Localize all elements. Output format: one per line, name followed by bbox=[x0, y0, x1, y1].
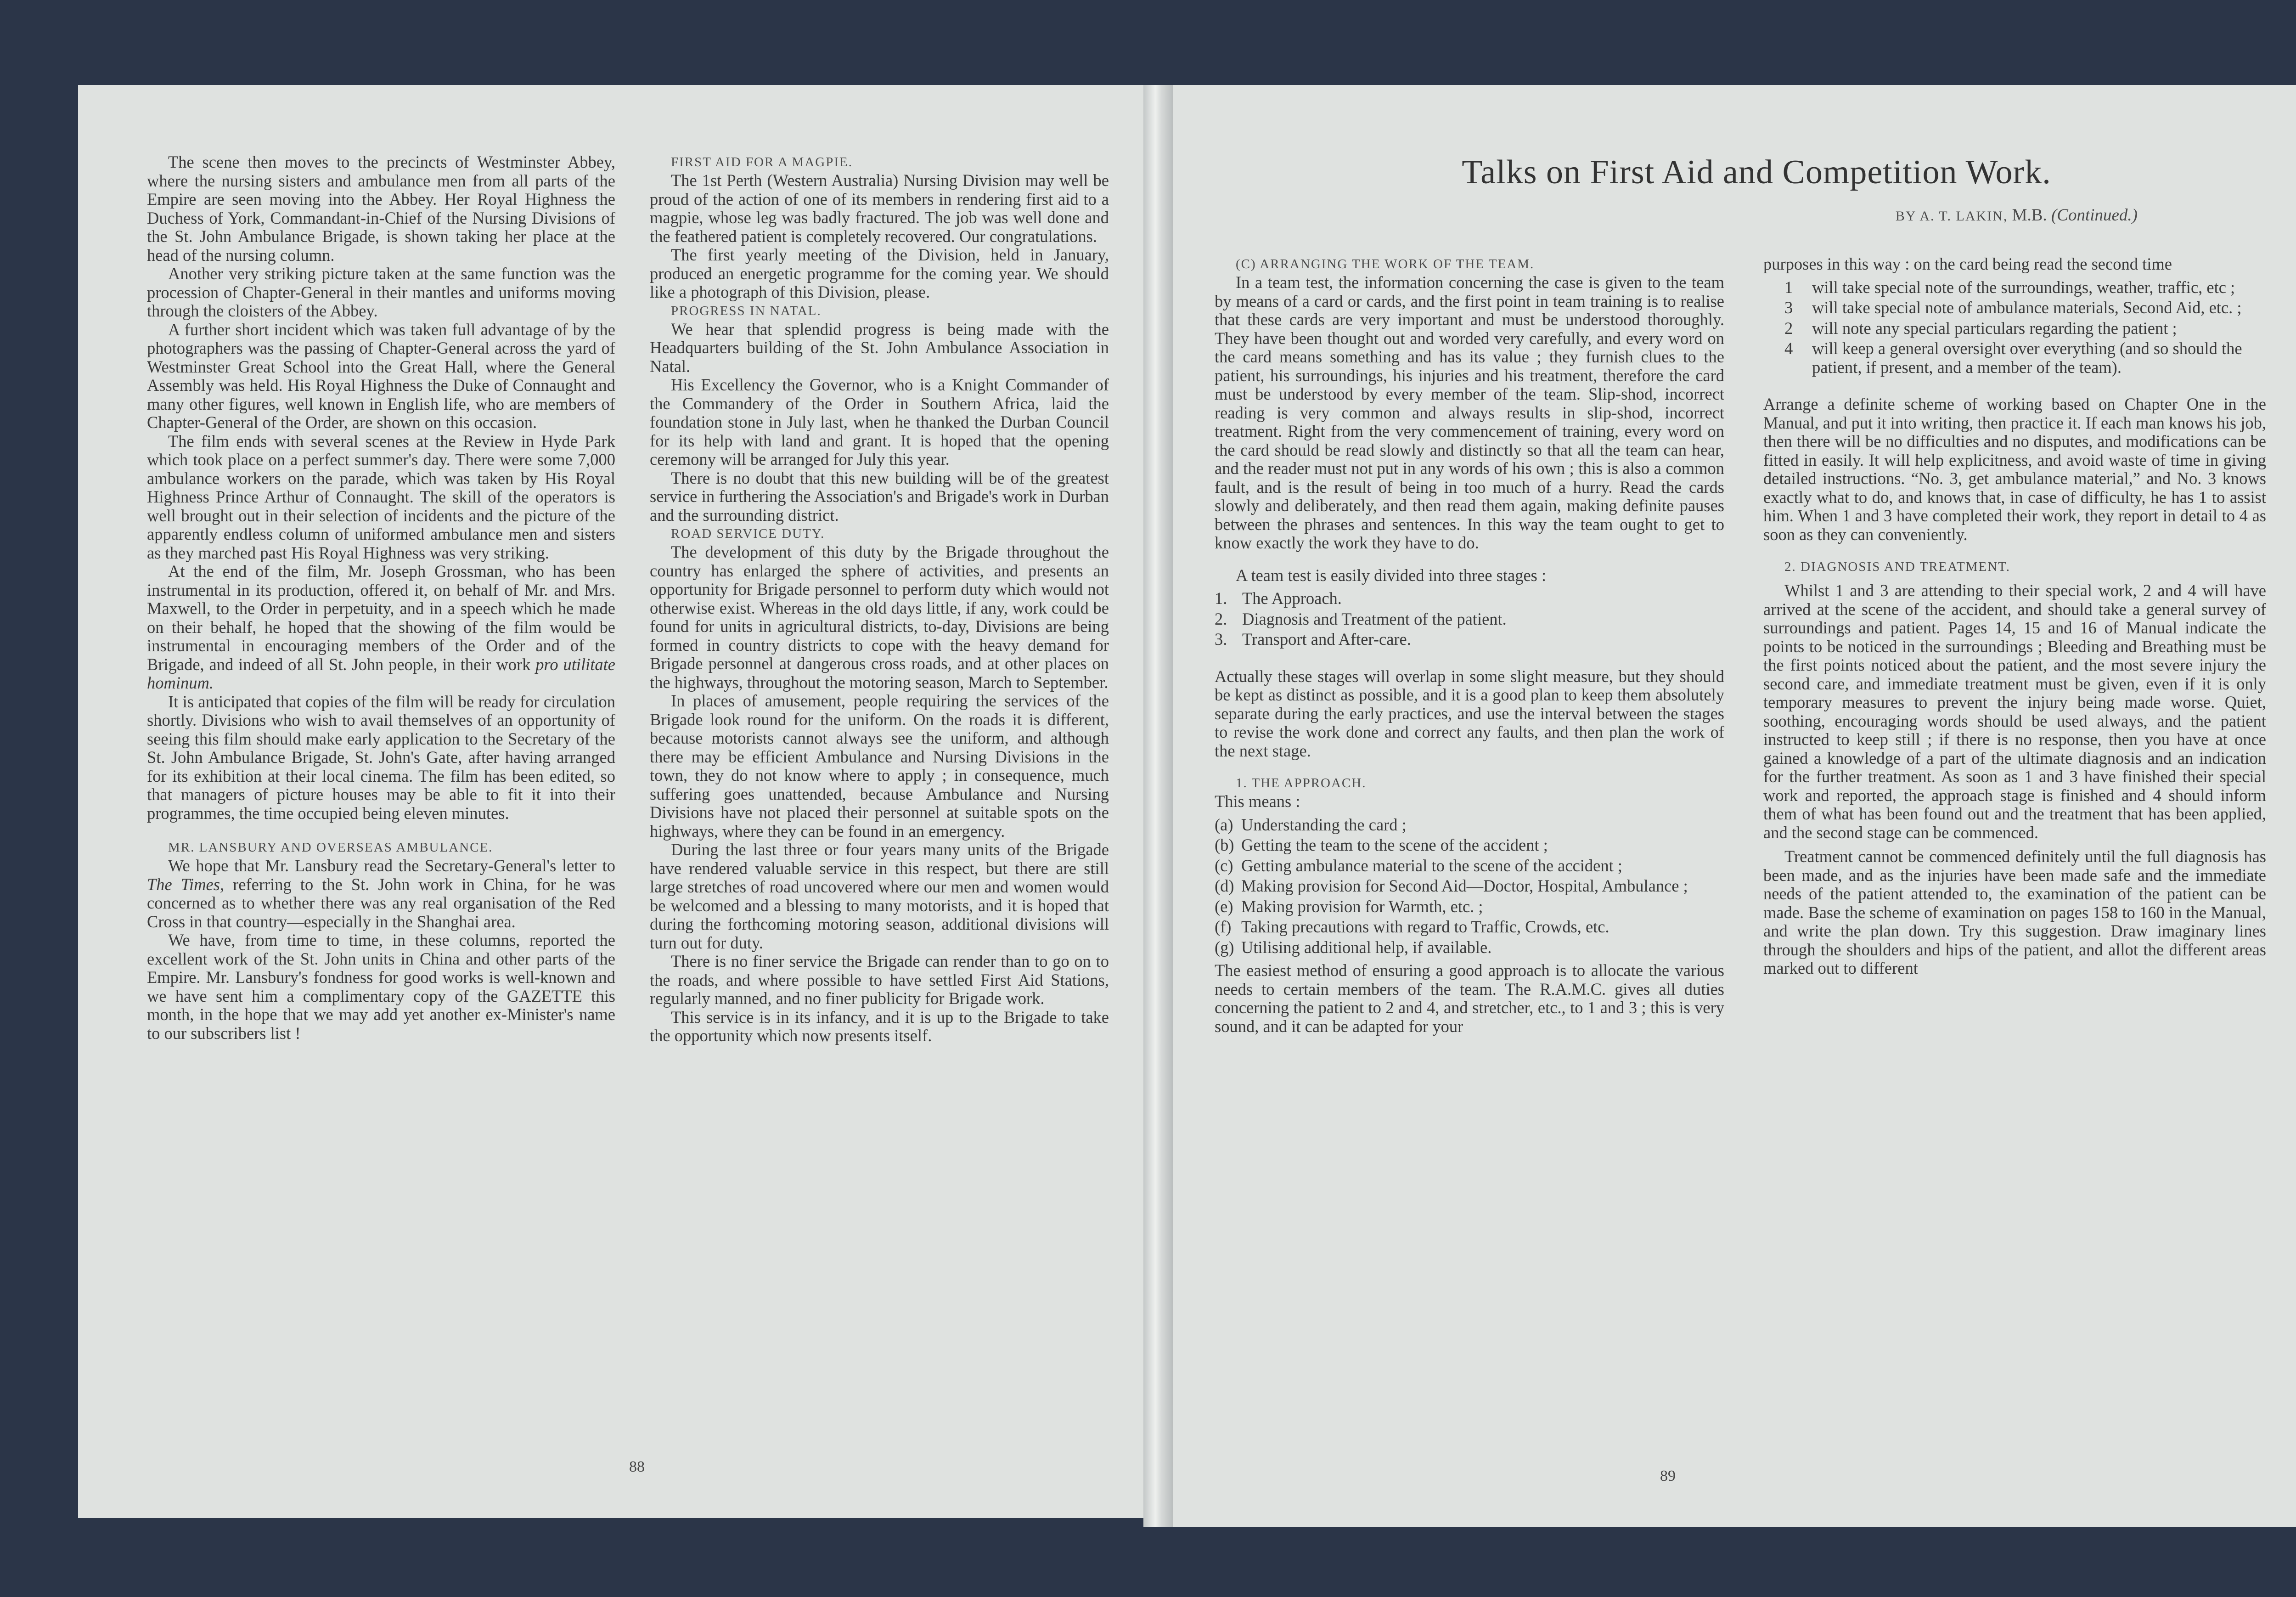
paragraph: The easiest method of ensuring a good approach is to allocate the various needs to certain members of the team. The R.A.M.C. gives all duties concerning the patient to 2 and 4, and stretcher, etc., to 1 and 3 ; this is very sound, and it can be adapted for your bbox=[1215, 961, 1724, 1036]
paragraph: Whilst 1 and 3 are attending to their special work, 2 and 4 will have arrived at the scene of the accident, and should take a general survey of surroundings and patient. Pages 14, 15 and 16 of Manual indicate the points to be noticed in the surroundings ; Bleeding and Breathing must be the first points noticed about the patient, and the most severe injury the second care, and immediate treatment must be given, even if it is only temporary measures to prevent the injury being made worse. Quiet, soothing, encouraging words should be used always, and the patient instructed to keep still ; if there is no response, then you have at once gained a knowledge of a part of the ultimate diagnosis and an indication for the further treatment. As soon as 1 and 3 have finished their special work and reported, the approach stage is finished and 4 should inform them of what has been found out and the treatment that has been applied, and the second stage can be commenced. bbox=[1763, 581, 2266, 842]
list-item bbox=[1215, 630, 1724, 649]
paragraph: purposes in this way : on the card being read the second time bbox=[1763, 254, 2172, 273]
paragraph: It is anticipated that copies of the film will be ready for circulation shortly. Divisions who wish to avail themselves of an opportunity of seeing this film should make early application to the Secretary of the St. John Ambulance Brigade, St. John's Gate, after having arranged for its exhibition at their local cinema. The film has been edited, so that managers of picture houses may be able to fit it into their programmes, the time occupied being eleven minutes. bbox=[147, 692, 615, 823]
paragraph bbox=[147, 857, 615, 931]
list-item bbox=[1215, 857, 1724, 875]
paragraph: Another very striking picture taken at the same function was the procession of Chapter-General in their mantles and uniforms moving through the cloisters of the Abbey. bbox=[147, 264, 615, 320]
list-item bbox=[1215, 610, 1724, 629]
newspaper-title: The Times, bbox=[147, 875, 225, 894]
list-text: Transport and After-care. bbox=[1242, 630, 1411, 649]
list-text: Making provision for Second Aid—Doctor, Hospital, Ambulance ; bbox=[1241, 876, 1688, 895]
list-text: Getting ambulance material to the scene of the accident ; bbox=[1241, 856, 1623, 875]
right-page bbox=[1173, 85, 2296, 1527]
list-item bbox=[1215, 918, 1724, 937]
list-item bbox=[1763, 278, 2266, 297]
paragraph-text: We hope that Mr. Lansbury read the Secretary-General's letter to bbox=[168, 856, 615, 875]
list-marker: 2. bbox=[1215, 609, 1227, 628]
list-text: Taking precautions with regard to Traffic, Crowds, etc. bbox=[1241, 917, 1609, 936]
section-heading: FIRST AID FOR A MAGPIE. bbox=[671, 155, 853, 169]
list-marker: 4 bbox=[1784, 339, 1793, 358]
list-item bbox=[1215, 877, 1724, 896]
section-heading: 2. DIAGNOSIS AND TREATMENT. bbox=[1784, 559, 2010, 574]
member-duty-list bbox=[1763, 278, 2266, 377]
left-page bbox=[78, 85, 1143, 1518]
right-column-2 bbox=[1763, 255, 2266, 978]
list-item bbox=[1763, 339, 2266, 377]
book-gutter bbox=[1143, 85, 1173, 1527]
list-marker: 3. bbox=[1215, 630, 1227, 649]
list-text: Making provision for Warmth, etc. ; bbox=[1241, 897, 1483, 916]
list-item bbox=[1215, 938, 1724, 957]
paragraph: This service is in its infancy, and it is up to the Brigade to take the opportunity which now presents itself. bbox=[650, 1007, 1109, 1045]
paragraph: The 1st Perth (Western Australia) Nursing Division may well be proud of the action of one of its members in rendering first aid to a magpie, whose leg was badly fractured. The job was well done and the feathered patient is completely recovered. Our congratulations. bbox=[650, 171, 1109, 246]
paragraph: There is no doubt that this new building will be of the greatest service in furthering the Association's and Brigade's work in Durban and the surrounding district. bbox=[650, 468, 1109, 525]
article-title: Talks on First Aid and Competition Work. bbox=[1462, 153, 2051, 191]
paragraph: The first yearly meeting of the Division, held in January, produced an energetic programme for the coming year. We should like a photograph of this Division, please. bbox=[650, 245, 1109, 301]
paragraph: There is no finer service the Brigade can render than to go on to the roads, and where possible to have settled First Aid Stations, regularly manned, and no finer publicity for Brigade work. bbox=[650, 952, 1109, 1008]
section-heading: PROGRESS IN NATAL. bbox=[671, 303, 822, 318]
paragraph: Arrange a definite scheme of working based on Chapter One in the Manual, and put it into writing, then practice it. If each man knows his job, then there will be no difficulties and no disputes, and modifications can be fitted in easily. It will help explicitness, and avoid waste of time in giving detailed instructions. “No. 3, get ambulance material,” and No. 3 knows exactly what to do, and knows that, in case of difficulty, he has 1 to assist him. When 1 and 3 have completed their work, they report in detail to 4 as soon as they can conveniently. bbox=[1763, 395, 2266, 544]
list-marker: (b) bbox=[1215, 835, 1234, 854]
list-marker: 1 bbox=[1784, 277, 1793, 297]
page-number: 89 bbox=[1660, 1467, 1676, 1484]
paragraph: A team test is easily divided into three stages : bbox=[1236, 565, 1547, 585]
list-text: will keep a general oversight over everything (and so should the patient, if present, and a member of the team). bbox=[1812, 339, 2242, 377]
list-marker: (a) bbox=[1215, 815, 1233, 834]
list-text: Understanding the card ; bbox=[1241, 815, 1407, 834]
list-text: Getting the team to the scene of the accident ; bbox=[1241, 835, 1548, 854]
paragraph: We hear that splendid progress is being made with the Headquarters building of the St. John Ambulance Association in Natal. bbox=[650, 319, 1109, 376]
paragraph: This means : bbox=[1215, 792, 1300, 811]
list-text: will note any special particulars regarding the patient ; bbox=[1812, 318, 2177, 338]
list-marker: (e) bbox=[1215, 897, 1233, 916]
list-item bbox=[1215, 836, 1724, 855]
paragraph: The scene then moves to the precincts of Westminster Abbey, where the nursing sisters and ambulance men from all parts of the Empire are seen moving into the Abbey. Her Royal Highness the Duchess of York, Commandant-in-Chief of the Nursing Divisions of the St. John Ambulance Brigade, is shown taking her place at the head of the nursing column. bbox=[147, 152, 615, 265]
paragraph bbox=[147, 562, 615, 693]
paragraph-text: referring to the St. John work in China, for he was concerned as to whether there was any real organisation of the Red Cross in that country—especially in the Shanghai area. bbox=[147, 875, 615, 931]
paragraph-text: At the end of the film, Mr. Joseph Grossman, who has been instrumental in its production, offered it, on behalf of Mr. and Mrs. Maxwell, to the Order in perpetuity, and in a speech which he made on their behalf, he hoped that the showing of the film would be instrumental in encouraging members of the Order and of the Brigade, and indeed of all St. John people, in their work bbox=[147, 562, 615, 674]
list-text: will take special note of the surroundings, weather, traffic, etc ; bbox=[1812, 277, 2235, 297]
left-column-1 bbox=[147, 153, 615, 1043]
list-marker: (d) bbox=[1215, 876, 1234, 895]
approach-list bbox=[1215, 816, 1724, 957]
latin-phrase: pro utilitate hominum. bbox=[147, 655, 615, 692]
author-degree: M.B. bbox=[2012, 206, 2047, 225]
section-heading: ROAD SERVICE DUTY. bbox=[671, 526, 825, 541]
byline bbox=[1357, 205, 2138, 225]
list-item bbox=[1763, 319, 2266, 338]
stages-list bbox=[1215, 589, 1724, 649]
section-heading: MR. LANSBURY AND OVERSEAS AMBULANCE. bbox=[168, 840, 493, 855]
list-marker: 3 bbox=[1784, 298, 1793, 317]
paragraph: His Excellency the Governor, who is a Knight Commander of the Commandery of the Order in Southern Africa, laid the foundation stone in July last, when he thanked the Durban Council for its help with land and grant. It is hoped that the opening ceremony will be arranged for July this year. bbox=[650, 375, 1109, 468]
left-column-2 bbox=[650, 153, 1109, 1045]
page-number: 88 bbox=[629, 1458, 645, 1475]
paragraph: Treatment cannot be commenced definitely until the full diagnosis has been made, and as the injuries have been made safe and the immediate needs of the patient attended to, the examination of the patient can be made. Base the scheme of examination on pages 158 to 160 in the Manual, and write the plan down. Try this suggestion. Draw imaginary lines through the shoulders and hips of the patient, and allot the different areas marked out to different bbox=[1763, 847, 2266, 977]
section-heading: (C) ARRANGING THE WORK OF THE TEAM. bbox=[1236, 257, 1535, 271]
list-text: Utilising additional help, if available. bbox=[1241, 937, 1492, 957]
section-heading: 1. THE APPROACH. bbox=[1236, 776, 1367, 790]
list-marker: 2 bbox=[1784, 318, 1793, 338]
list-marker: 1. bbox=[1215, 589, 1227, 608]
list-marker: (c) bbox=[1215, 856, 1233, 875]
list-marker: (g) bbox=[1215, 937, 1234, 957]
right-column-1 bbox=[1215, 255, 1724, 1036]
list-item bbox=[1215, 816, 1724, 835]
list-marker: (f) bbox=[1215, 917, 1232, 936]
list-item bbox=[1215, 897, 1724, 916]
paragraph: We have, from time to time, in these columns, reported the excellent work of the St. John units in China and other parts of the Empire. Mr. Lansbury's fondness for good works is well-known and we have sent him a complimentary copy of the GAZETTE this month, in the hope that we may add yet another ex-Minister's name to our subscribers list ! bbox=[147, 931, 615, 1043]
list-item bbox=[1763, 299, 2266, 317]
paragraph: During the last three or four years many units of the Brigade have rendered valuable service in this respect, but there are still large stretches of road uncovered where our men and women would be welcomed and a blessing to many motorists, and it is hoped that during the forthcoming motoring season, additional divisions will turn out for duty. bbox=[650, 840, 1109, 952]
paragraph: The film ends with several scenes at the Review in Hyde Park which took place on a perfect summer's day. There were some 7,000 ambulance workers on the parade, which was taken by His Royal Highness Prince Arthur of Connaught. The skill of the operators is well brought out in their selection of incidents and the picture of the apparently endless column of uniformed ambulance men and sisters as they marched past His Royal Highness was very striking. bbox=[147, 431, 615, 562]
paragraph: The development of this duty by the Brigade throughout the country has enlarged the sphere of activities, and presents an opportunity for Brigade personnel to perform duty which would not otherwise exist. Whereas in the old days little, if any, work could be found for units in agricultural districts, to-day, Divisions are being formed in country districts to cope with the heavy demand for Brigade personnel at dangerous cross roads, and at other places on the highways, throughout the motoring season, March to September. bbox=[650, 542, 1109, 692]
paragraph: Actually these stages will overlap in some slight measure, but they should be kept as distinct as possible, and it is a good plan to keep them absolutely separate during the early practices, and use the interval between the stages to revise the work done and correct any faults, and then plan the work of the next stage. bbox=[1215, 666, 1724, 760]
list-text: Diagnosis and Treatment of the patient. bbox=[1242, 609, 1507, 628]
author-name: BY A. T. LAKIN, bbox=[1895, 209, 2008, 224]
paragraph: A further short incident which was taken full advantage of by the photographers was the passing of Chapter-General across the yard of Westminster Great School into the Great Hall, where the General Assembly was held. His Royal Highness the Duke of Connaught and many other figures, well known in English life, who are members of Chapter-General of the Order, are shown on this occasion. bbox=[147, 320, 615, 432]
continued-note: (Continued.) bbox=[2051, 206, 2138, 225]
paragraph: In a team test, the information concerning the case is given to the team by means of a card or cards, and the first point in team training is to realise that these cards are very important and must be understood thoroughly. They have been thought out and worded very carefully, and every word on the card means something and has its value ; they furnish clues to the patient, his surroundings, his injuries and his treatment, therefore the card must be understood by every member of the team. Slip-shod, incorrect reading is very common and always results in slip-shod, incorrect treatment. Right from the very commencement of training, every word on the card should be read slowly and distinctly so that all the team can hear, and the reader must not put in any words of his own ; this is also a common fault, and is the result of being in too much of a hurry. Read the cards slowly and deliberately, and then read them again, making definite pauses between the phrases and sentences. In this way the team ought to get to know exactly the work they have to do. bbox=[1215, 273, 1724, 552]
list-text: The Approach. bbox=[1242, 589, 1342, 608]
list-item bbox=[1215, 589, 1724, 608]
paragraph: In places of amusement, people requiring the services of the Brigade look round for the uniform. On the roads it is different, because motorists cannot always see the uniform, and although there may be efficient Ambulance and Nursing Divisions in the town, they do not know where to apply ; in consequence, much suffering goes unattended, because Ambulance and Nursing Divisions have not placed their personnel at suitable spots on the highways, where they can be found in an emergency. bbox=[650, 691, 1109, 841]
list-text: will take special note of ambulance materials, Second Aid, etc. ; bbox=[1812, 298, 2242, 317]
